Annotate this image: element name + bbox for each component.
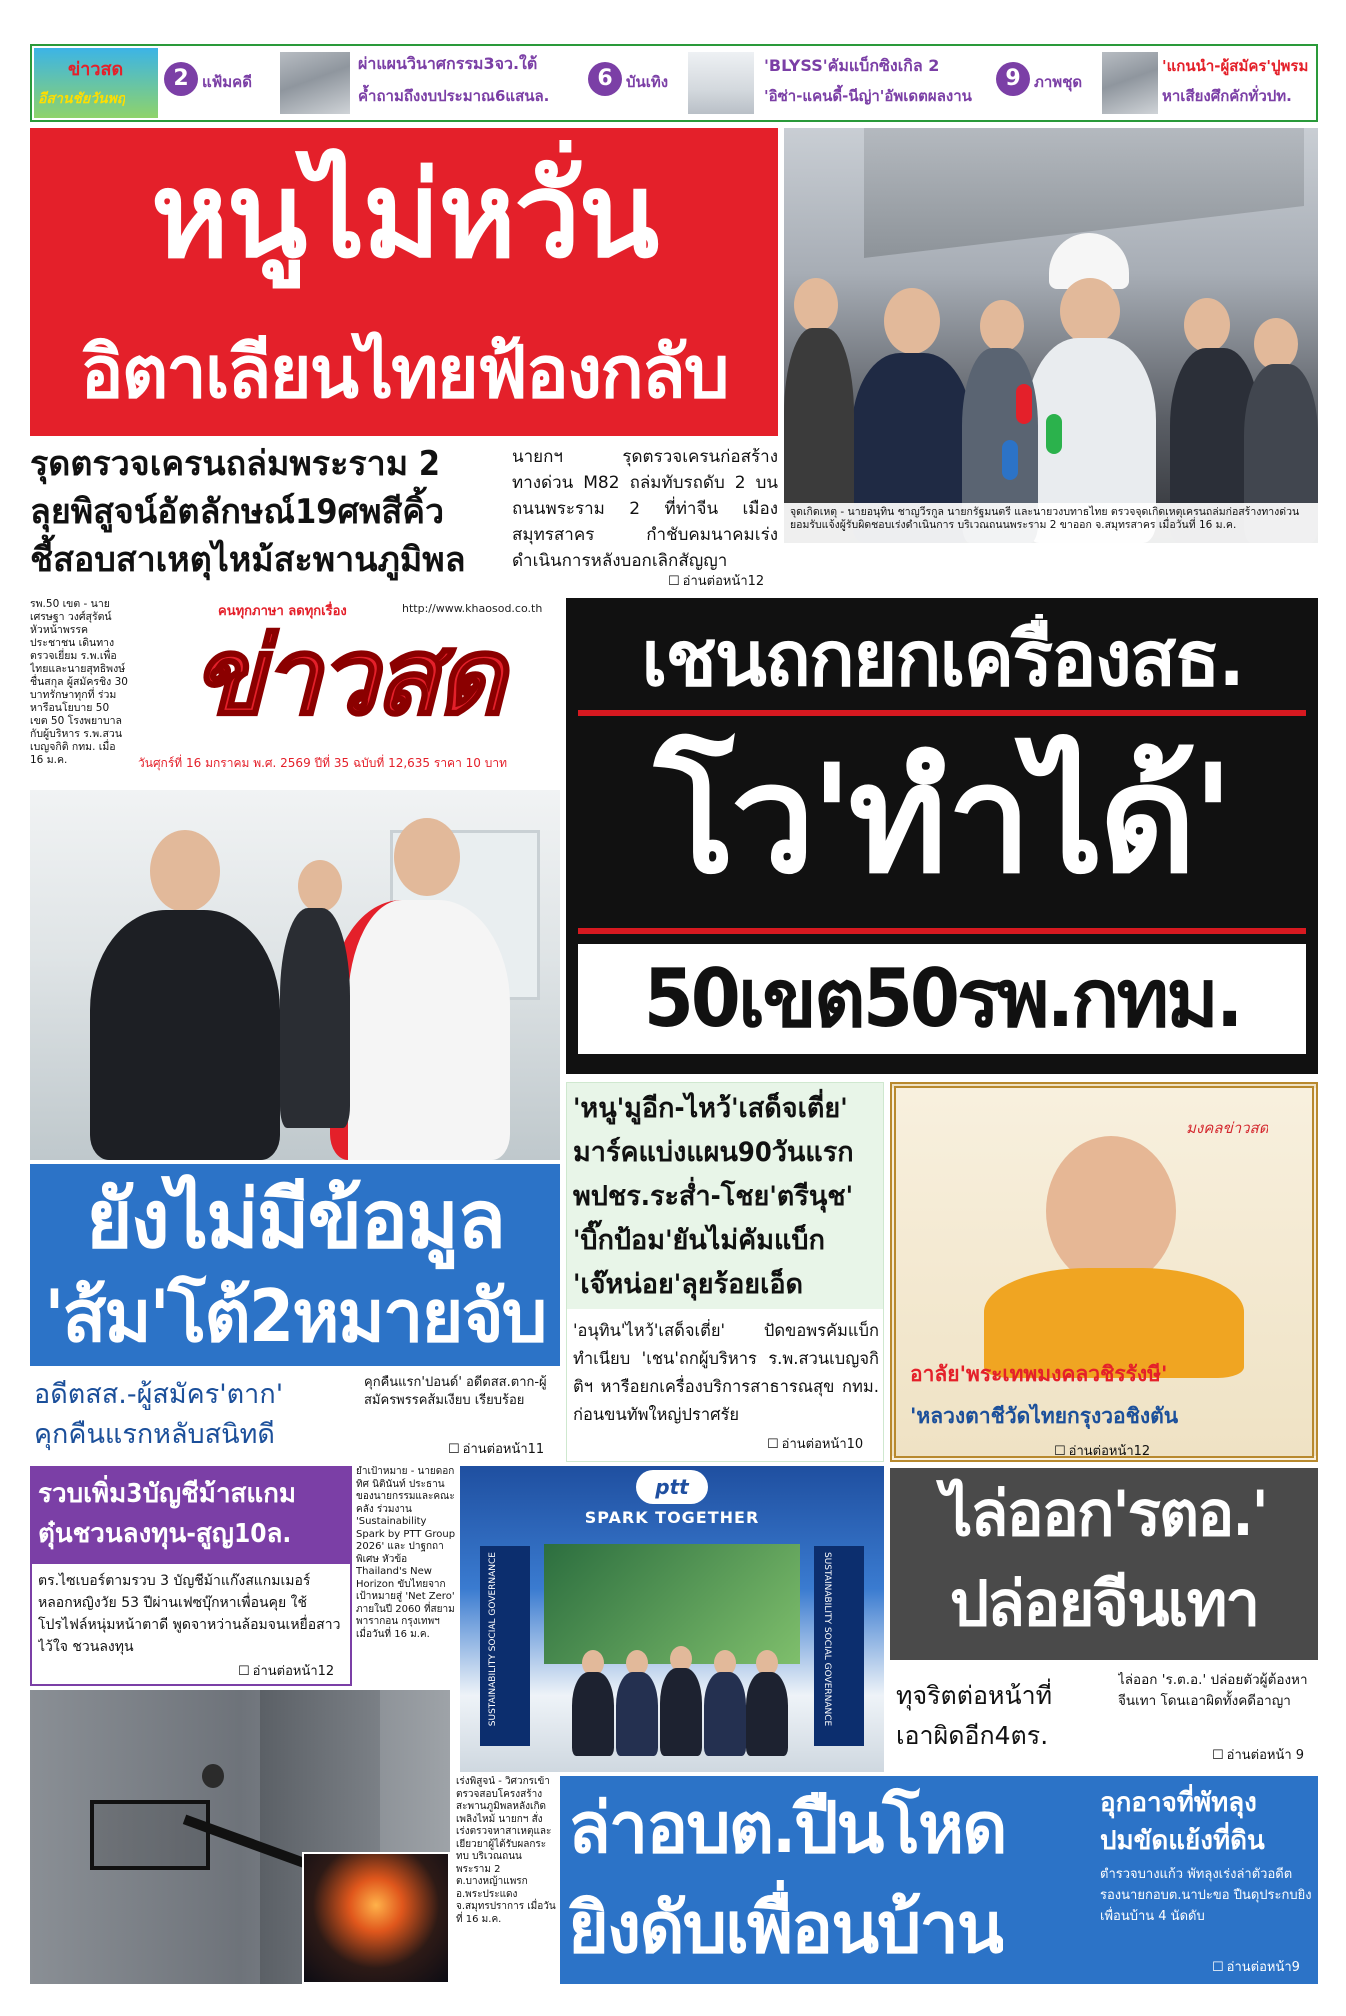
lead-read-more[interactable]: ☐ อ่านต่อหน้า12 <box>668 570 764 591</box>
person-head <box>1060 278 1120 344</box>
person-body <box>572 1672 614 1756</box>
middle-column[interactable] <box>566 1082 884 1462</box>
grey-story[interactable] <box>890 1468 1318 1772</box>
monk-tag: มงคลข่าวสด <box>1186 1119 1269 1137</box>
person-body <box>90 910 280 1160</box>
microphone-icon <box>1002 440 1018 480</box>
lead-body-text: นายกฯ รุดตรวจเครนก่อสร้างทางด่วน M82 ถล่มทับรถดับ 2 บนถนนพระราม 2 ที่ท่าจีน เมืองสมุทรสาคร กำชับคมนาคมเร่งดำเนินการหลังบอกเลิกสัญญา <box>512 447 778 571</box>
fire-inset-photo <box>302 1852 450 1984</box>
grey-story-line-1: ไล่ออก'รตอ.' <box>941 1477 1267 1550</box>
feature-divider <box>578 928 1306 934</box>
purple-story-line-1: รวบเพิ่ม3บัญชีม้าสแกม <box>38 1479 297 1509</box>
masthead-url[interactable]: http://www.khaosod.co.th <box>402 602 543 615</box>
blue-story-deck-box <box>30 1366 560 1460</box>
ptt-brief-text: ย้ำเป้าหมาย - นายดอกทิศ นิตินันท์ ประธาน ของนายกรรมและคณะคลัง ร่วมงาน 'Sustainability Spark by PTT Group 2026' และ ปาฐกถาพิเศษ หัวข้อ Thailand's New Horizon ขับไทยจากเป้าหมายสู่ 'Net Zero' ภายในปี 2060 ที่สยามพารากอน กรุงเทพฯ เมื่อวันที่ 16 ม.ค. <box>356 1466 456 1640</box>
teaser-sub: หาเสียงศึกคักทั่วปท. <box>1162 87 1292 105</box>
person-head <box>1254 318 1298 370</box>
hospital-photo <box>30 790 560 1160</box>
blue-bottom-line-2: ยิงดับเพื่อนบ้าน <box>568 1887 1003 1969</box>
feature-line-3: 50เขต50รพ.กทม. <box>643 952 1241 1045</box>
middle-body: 'อนุทิน'ไหว้'เสด็จเตี่ย' ปัดขอพรคัมแบ็กทำเนียบ 'เชน'ถกผู้บริหาร ร.พ.สวนเบญจกิติฯ หารือยกเครื่องบริการสาธารณสุข กทม. ก่อนขนทัพใหญ่ปราศรัย <box>573 1321 879 1424</box>
monk-line-2: 'หลวงตาชีวัดไทยกรุงวอชิงตัน <box>910 1404 1179 1428</box>
middle-headline-2: มาร์คแบ่งแผน90วันแรก <box>573 1137 854 1168</box>
person-body <box>616 1672 658 1756</box>
teaser-number-badge: 9 <box>996 62 1030 96</box>
person-head <box>884 288 940 354</box>
teaser-thumbnail <box>1102 52 1158 114</box>
monk-box[interactable] <box>890 1082 1318 1462</box>
blue-story-deck-2: คุกคืนแรกหลับสนิทดี <box>34 1419 275 1450</box>
lead-deck-line-2: ลุยพิสูจน์อัตลักษณ์19ศพสีคิ้ว <box>30 492 445 532</box>
ptt-banner: SPARK TOGETHER <box>584 1508 760 1527</box>
microphone-icon <box>1046 414 1062 454</box>
grey-story-read-more[interactable]: ☐ อ่านต่อหน้า 9 <box>1212 1744 1304 1765</box>
blue-story-line-1: ยังไม่มีข้อมูล <box>85 1173 505 1266</box>
teaser-number-badge: 2 <box>164 62 198 96</box>
ptt-photo <box>460 1466 884 1772</box>
blue-story[interactable] <box>30 1164 560 1460</box>
teaser-bar <box>30 44 1318 122</box>
teaser-sub: ค้ำถามถึงงบประมาณ6แสนล. <box>358 87 550 105</box>
teaser-title: 'แกนนำ-ผู้สมัคร'ปูพรม <box>1162 57 1309 75</box>
feature-divider <box>578 710 1306 716</box>
middle-headline-box <box>567 1083 883 1309</box>
microphone-icon <box>1016 384 1032 424</box>
lead-photo-caption: จุดเกิดเหตุ - นายอนุทิน ชาญวีรกูล นายกรัฐมนตรี และนายวงบทาธไทย ตรวจจุดเกิดเหตุเครนถล่มก่อสร้างทางด่วน ยอมรับแจ้งผู้รับผิดชอบเร่งดำเนินการ บริเวณถนนพระราม 2 ขาออก จ.สมุทรสาคร เมื่อวันที่ 16 ม.ค. <box>790 506 1300 531</box>
lift-basket <box>90 1800 210 1870</box>
purple-story-head <box>32 1468 350 1564</box>
small-logo-text: ข่าวสด <box>68 59 124 80</box>
lead-deck-line-1: รุดตรวจเครนถล่มพระราม 2 <box>30 444 441 484</box>
ptt-panel-right-text: SUSTAINABILITY SOCIAL GOVERNANCE <box>822 1552 832 1727</box>
blue-story-deck-1: อดีตสส.-ผู้สมัคร'ตาก' <box>34 1379 284 1410</box>
ptt-panel-right <box>814 1546 864 1746</box>
ptt-panel-left <box>480 1546 530 1746</box>
grey-story-line-2: ปล่อยจีนเทา <box>949 1567 1259 1640</box>
person-head <box>1184 298 1230 352</box>
monk-portrait-head <box>1046 1136 1176 1286</box>
lead-photo <box>784 128 1318 543</box>
person-body <box>746 1672 788 1756</box>
purple-story-body: ตร.ไซเบอร์ตามรวบ 3 บัญชีม้าแก๊งสแกมเมอร์ หลอกหญิงวัย 53 ปีผ่านเฟซบุ๊กหาเพื่อนคุย ใช้โปรไฟล์หนุ่มหน้าตาดี พูดจาหว่านล้อมจนเหยื่อสาวไว้ใจ ชวนลงทุน <box>38 1573 341 1655</box>
blue-bottom-body: ตำรวจบางแก้ว พัทลุงเร่งล่าตัวอดีตรองนายกอบต.นาปะขอ ปืนดุประกบยิงเพื่อนบ้าน 4 นัดดับ <box>1100 1867 1312 1924</box>
teaser-3[interactable] <box>996 48 1316 118</box>
teaser-section: ภาพชุด <box>1034 73 1083 91</box>
monk-read-more[interactable]: ☐ อ่านต่อหน้า12 <box>1054 1440 1150 1461</box>
side-brief-1 <box>30 598 128 788</box>
grey-story-body: ไล่ออก 'ร.ต.อ.' ปล่อยตัวผู้ต้องหาจีนเทา โดนเอาผิดทั้งคดีอาญา <box>1118 1672 1308 1709</box>
feature-box[interactable] <box>566 598 1318 1074</box>
teaser-sub: 'อิซ่า-แคนดี้-นีญ่า'อัพเดตผลงาน <box>764 87 972 105</box>
blue-story-line-2: 'ส้ม'โต้2หมายจับ <box>44 1274 546 1358</box>
side-brief-1-text: รพ.50 เขต - นายเศรษฐา วงศ์สุรัตน์ หัวหน้าพรรคประชาชน เดินทางตรวจเยี่ยม ร.พ.เพื่อไทยและนายสุทธิพงษ์ ชื่นสกุล ผู้สมัครชิง 30 บาทรักษาทุกที่ ร่วมหารือนโยบาย 50 เขต 50 โรงพยาบาล กับผู้บริหาร ร.พ.สวนเบญจกิติ กทม. เมื่อ 16 ม.ค. <box>30 598 128 766</box>
blue-bottom-line-1: ล่าอบต.ปืนโหด <box>568 1787 1006 1869</box>
small-logo <box>34 48 158 118</box>
crane-photo <box>30 1690 450 1984</box>
blue-story-body: คุกคืนแรก'ปอนด์' อดีตสส.ตาก-ผู้สมัครพรรคส้มเงียบ เรียบร้อย <box>364 1375 547 1408</box>
purple-story-line-2: ตุ๋นชวนลงทุน-สูญ10ล. <box>38 1519 292 1549</box>
person-head <box>980 300 1024 352</box>
masthead-dateline: วันศุกร์ที่ 16 มกราคม พ.ศ. 2569 ปีที่ 35 ฉบับที่ 12,635 ราคา 10 บาท <box>138 756 507 770</box>
person-body <box>280 908 350 1128</box>
person-body <box>330 900 510 1160</box>
person-body <box>660 1668 702 1756</box>
masthead-tagline: คนทุกภาษา ลดทุกเรื่อง <box>218 604 347 619</box>
teaser-2[interactable] <box>588 48 988 118</box>
person-head <box>298 860 342 912</box>
feature-line-1: เชนถกยกเครื่องสธ. <box>641 614 1243 703</box>
lead-headline-1: หนูไม่หวั่น <box>150 146 658 284</box>
grey-story-deck-box <box>890 1660 1318 1772</box>
purple-story-read-more[interactable]: ☐ อ่านต่อหน้า12 <box>238 1660 334 1681</box>
blue-bottom-story[interactable] <box>560 1776 1318 1984</box>
blue-bottom-side-2: ปมขัดแย้งที่ดิน <box>1100 1826 1265 1856</box>
lead-body <box>512 444 778 586</box>
teaser-1[interactable] <box>162 48 582 118</box>
crane-brief <box>456 1776 556 1984</box>
person-body <box>704 1672 746 1756</box>
photo-caption-strip <box>784 503 1318 543</box>
monk-line-1: อาลัย'พระเทพมงคลวชิรรังษี' <box>910 1362 1168 1386</box>
middle-headline-1: 'หนู'มูอีก-ไหว้'เสด็จเตี่ย' <box>573 1093 848 1124</box>
ptt-screen <box>544 1544 800 1664</box>
ptt-brief <box>356 1466 456 1686</box>
blue-bottom-read-more[interactable]: ☐ อ่านต่อหน้า9 <box>1212 1956 1300 1977</box>
purple-story[interactable] <box>30 1466 352 1686</box>
small-logo-sub: อีสานชัยวันพฤ <box>38 91 126 107</box>
grey-story-deck-2: เอาผิดอีก4ตร. <box>896 1721 1049 1750</box>
teaser-section: บันเทิง <box>626 73 669 91</box>
person-head <box>150 830 220 912</box>
middle-headline-3: พปชร.ระส่ำ-โชย'ตรีนุช' <box>573 1181 854 1212</box>
teaser-thumbnail <box>688 52 754 114</box>
teaser-thumbnail <box>280 52 350 114</box>
person-head <box>794 278 838 332</box>
blue-bottom-side-1: อุกอาจที่พัทลุง <box>1100 1788 1257 1818</box>
teaser-number-badge: 6 <box>588 62 622 96</box>
teaser-section: แฟ้มคดี <box>202 73 252 91</box>
teaser-title: ผ่าแผนวินาศกรรม3จว.ใต้ <box>358 54 538 73</box>
feature-line-2: โว'ทำได้' <box>654 733 1230 907</box>
masthead-logo: ข่าวสด <box>191 615 503 738</box>
lead-headline-box[interactable] <box>30 128 778 436</box>
ptt-panel-left-text: SUSTAINABILITY SOCIAL GOVERNANCE <box>488 1552 498 1727</box>
crane-brief-text: เร่งพิสูจน์ - วิศวกรเข้าตรวจสอบโครงสร้างสะพานภูมิพลหลังเกิดเพลิงไหม้ นายกฯ สั่งเร่งตรวจหาสาเหตุและเยียวยาผู้ได้รับผลกระทบ บริเวณถนนพระราม 2 ต.บางหญ้าแพรก อ.พระประแดง จ.สมุทรปราการ เมื่อวันที่ 16 ม.ค. <box>456 1776 556 1925</box>
worker-head <box>202 1764 224 1788</box>
lead-deck[interactable] <box>30 440 508 590</box>
teaser-title: 'BLYSS'คัมแบ็กซิงเกิล 2 <box>764 56 940 75</box>
feature-line-3-band <box>578 944 1306 1054</box>
middle-headline-5: 'เจ๊หน่อย'ลุยร้อยเอ็ด <box>573 1269 804 1300</box>
lead-headline-2: อิตาเลียนไทยฟ้องกลับ <box>80 330 728 414</box>
blue-story-read-more[interactable]: ☐ อ่านต่อหน้า11 <box>448 1438 544 1459</box>
masthead <box>132 598 560 786</box>
grey-story-deck-1: ทุจริตต่อหน้าที่ <box>896 1681 1053 1710</box>
person-head <box>394 818 460 896</box>
lead-deck-line-3: ชี้สอบสาเหตุไหม้สะพานภูมิพล <box>30 540 466 580</box>
ptt-logo: ptt <box>636 1470 708 1504</box>
middle-headline-4: 'บิ๊กป้อม'ยันไม่คัมแบ็ก <box>573 1225 825 1256</box>
middle-read-more[interactable]: ☐ อ่านต่อหน้า10 <box>767 1433 863 1454</box>
